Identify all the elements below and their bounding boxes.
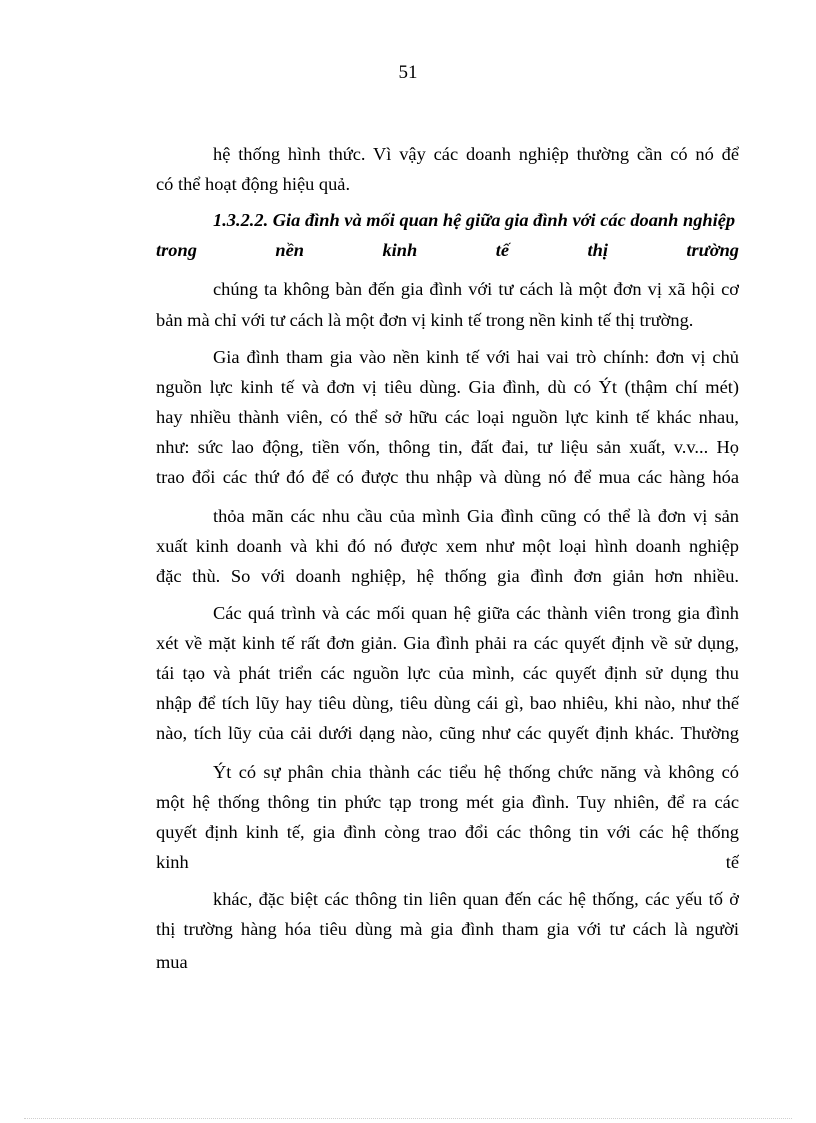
page-bottom-divider (24, 1118, 792, 1119)
text-line: một hệ thống thông tin phức tạp trong mét gia đình. Tuy nhiên, để ra các (156, 792, 739, 812)
text-line: xét về mặt kinh tế rất đơn giản. Gia đình phải ra các quyết định về sử dụng, (156, 633, 739, 653)
text-line: hay nhiều thành viên, có thể sở hữu các loại nguồn lực kinh tế khác nhau, (156, 407, 739, 427)
text-line: quyết định kinh tế, gia đình còng trao đổi các thông tin với các hệ thống (156, 822, 739, 842)
text-line: Gia đình tham gia vào nền kinh tế với hai vai trò chính: đơn vị chủ (213, 347, 739, 367)
text-line: Các quá trình và các mối quan hệ giữa các thành viên trong gia đình (213, 603, 739, 623)
text-line: khác, đặc biệt các thông tin liên quan đến các hệ thống, các yếu tố ở (213, 889, 739, 909)
section-heading-continued: trong nền kinh tế thị trường (156, 240, 739, 260)
text-line: đặc thù. So với doanh nghiệp, hệ thống gia đình đơn giản hơn nhiều. (156, 566, 739, 586)
text-line: nguồn lực kinh tế và đơn vị tiêu dùng. Gia đình, dù có Ýt (thậm chí mét) (156, 377, 739, 397)
text-line: tái tạo và phát triển các nguồn lực của mình, các quyết định sử dụng thu (156, 663, 739, 683)
text-line: bản mà chỉ với tư cách là một đơn vị kinh tế trong nền kinh tế thị trường. (156, 310, 694, 330)
text-line: có thể hoạt động hiệu quả. (156, 174, 351, 194)
text-line: hệ thống hình thức. Vì vậy các doanh nghiệp thường cần có nó để (213, 144, 739, 164)
page-number: 51 (398, 62, 418, 83)
text-line: như: sức lao động, tiền vốn, thông tin, đất đai, tư liệu sản xuất, v.v... Họ (156, 437, 739, 457)
text-line: Ýt có sự phân chia thành các tiểu hệ thống chức năng và không có (213, 762, 739, 782)
text-line: mua (156, 952, 188, 972)
section-heading: 1.3.2.2. Gia đình và mối quan hệ giữa gia đình với các doanh nghiệp (213, 210, 736, 230)
text-line: trao đổi các thứ đó để có được thu nhập và dùng nó để mua các hàng hóa (156, 467, 739, 487)
text-line: thị trường hàng hóa tiêu dùng mà gia đình tham gia với tư cách là người (156, 919, 739, 939)
text-line: kinh tế (156, 852, 739, 872)
text-line: chúng ta không bàn đến gia đình với tư cách là một đơn vị xã hội cơ (213, 279, 739, 299)
text-line: nhập để tích lũy hay tiêu dùng, tiêu dùng cái gì, bao nhiêu, khi nào, như thế (156, 693, 739, 713)
text-line: xuất kinh doanh và khi đó nó được xem như một loại hình doanh nghiệp (156, 536, 739, 556)
text-line: thỏa mãn các nhu cầu của mình Gia đình cũng có thể là đơn vị sản (213, 506, 739, 526)
text-line: nào, tích lũy của cải dưới dạng nào, cũng như các quyết định khác. Thường (156, 723, 739, 743)
